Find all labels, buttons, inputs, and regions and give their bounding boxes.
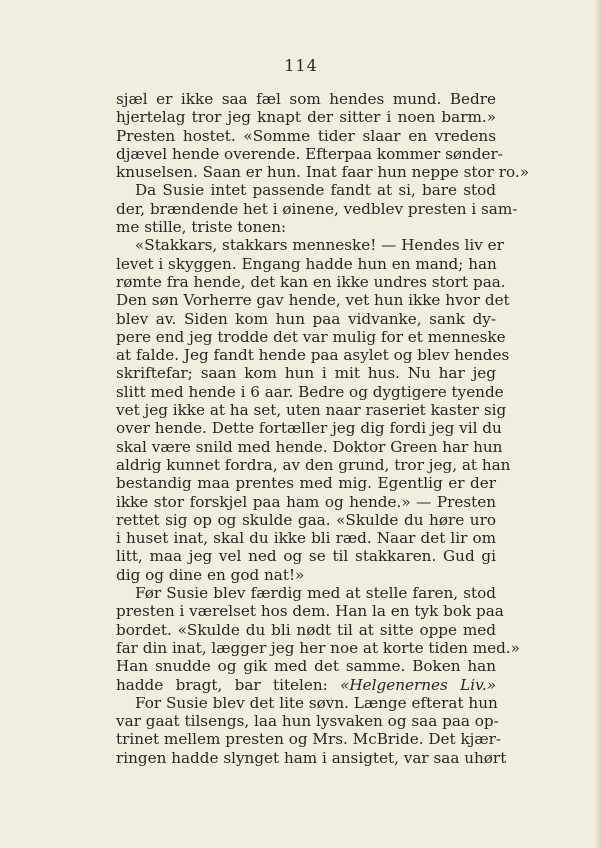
text-line-content: «Stakkars, stakkars menneske! — Hendes liv er (135, 236, 504, 255)
text-line (116, 199, 518, 218)
text-line (116, 364, 496, 382)
text-line-content: For Susie blev det lite søvn. Længe efterat hun (135, 693, 498, 712)
text-line (116, 90, 496, 108)
text-line-content: knuselsen. Saan er hun. Inat faar hun neppe stor ro.» (116, 163, 529, 182)
text-line-content: var gaat tilsengs, laa hun lysvaken og saa paa op- (116, 712, 499, 731)
text-line-content: hadde bragt, bar titelen: (116, 675, 341, 694)
text-line (116, 657, 496, 675)
text-line (116, 730, 502, 749)
text-line (116, 144, 503, 163)
text-line-content: over hende. Dette fortæller jeg dig fordi jeg vil du (116, 419, 502, 438)
text-line (116, 694, 496, 712)
text-line-content: hjertelag tror jeg knapt der sitter i noen barm.» (116, 108, 496, 127)
text-line-content: at falde. Jeg fandt hende paa asylet og blev hendes (116, 346, 510, 365)
text-line (116, 163, 529, 182)
text-line (116, 602, 504, 621)
text-line (116, 255, 496, 273)
text-line-content: dig og dine en god nat!» (116, 565, 305, 584)
text-line (116, 236, 504, 255)
text-line-content: ringen hadde slynget ham i ansigtet, var saa uhørt (116, 748, 507, 767)
text-line (116, 291, 510, 310)
text-line-content: trinet mellem presten og Mrs. McBride. Det kjær- (116, 730, 502, 749)
text-line (116, 108, 496, 126)
text-line-content: skal være snild med hende. Doktor Green har hun (116, 437, 503, 456)
text-line (116, 566, 496, 584)
text-line-content: Presten hostet. «Somme tider slaar en vredens (116, 126, 496, 145)
text-line (116, 327, 506, 346)
text-line-content: bestandig maa prentes med mig. Egentlig er der (116, 474, 496, 493)
text-line-content: levet i skyggen. Engang hadde hun en mand; han (116, 254, 497, 273)
text-line-content: djævel hende overende. Efterpaa kommer sønder- (116, 144, 503, 163)
text-line-content: presten i værelset hos dem. Han la en tyk bok paa (116, 602, 504, 621)
text-line (116, 346, 510, 365)
text-line (116, 218, 496, 236)
text-line (116, 511, 496, 529)
text-line-content: i huset inat, skal du ikke bli ræd. Naar det lir om (116, 529, 496, 548)
text-line (116, 748, 507, 767)
text-line (116, 382, 504, 401)
text-line-content: Før Susie blev færdig med at stelle faren, stod (135, 584, 496, 603)
text-line (116, 584, 496, 602)
text-line (116, 493, 496, 511)
text-line-content: blev av. Siden kom hun paa vidvanke, sank dy- (116, 309, 496, 328)
text-line (116, 676, 496, 694)
text-line-content: litt, maa jeg vel ned og se til stakkaren. Gud gi (116, 547, 496, 566)
text-line-content: slitt med hende i 6 aar. Bedre og dygtigere tyende (116, 382, 504, 401)
text-line (116, 419, 502, 438)
text-line-content: der, brændende het i øinene, vedblev presten i sam- (116, 199, 518, 218)
text-line (116, 455, 511, 474)
text-line (116, 310, 496, 328)
page-number: 114 (284, 56, 318, 75)
book-title-italic: «Helgenernes Liv.» (340, 675, 496, 694)
text-line-content: sjæl er ikke saa fæl som hendes mund. Bedre (116, 90, 496, 108)
text-line-content: me stille, triste tonen: (116, 218, 287, 237)
text-line-content: rømte fra hende, det kan en ikke undres stort paa. (116, 272, 506, 291)
text-line (116, 181, 496, 199)
text-line-content: vet jeg ikke at ha set, uten naar raseriet kaster sig (116, 401, 507, 420)
text-line (116, 272, 506, 291)
text-line-content: Da Susie intet passende fandt at si, bare stod (135, 181, 496, 200)
text-line-content: ikke stor forskjel paa ham og hende.» — Presten (116, 492, 496, 511)
text-line-content: pere end jeg trodde det var mulig for et menneske (116, 327, 506, 346)
text-line (116, 127, 496, 145)
text-line (116, 401, 507, 420)
text-line (116, 638, 520, 657)
text-line-content: skriftefar; saan kom hun i mit hus. Nu har jeg (116, 364, 496, 383)
text-line (116, 621, 496, 639)
text-line-content: aldrig kunnet fordra, av den grund, tror jeg, at han (116, 455, 511, 474)
text-line (116, 712, 499, 731)
text-line-content: Han snudde og gik med det samme. Boken han (116, 657, 496, 676)
text-line (116, 547, 496, 565)
text-line-content: rettet sig op og skulde gaa. «Skulde du høre uro (116, 510, 496, 529)
text-line-content: Den søn Vorherre gav hende, vet hun ikke hvor det (116, 291, 510, 310)
text-line (116, 474, 496, 492)
page-edge (596, 0, 602, 848)
text-line-content: far din inat, lægger jeg her noe at korte tiden med.» (116, 638, 520, 657)
text-line-content: bordet. «Skulde du bli nødt til at sitte oppe med (116, 620, 496, 639)
text-line (116, 437, 503, 456)
body-text (116, 90, 529, 767)
text-line (116, 529, 496, 547)
